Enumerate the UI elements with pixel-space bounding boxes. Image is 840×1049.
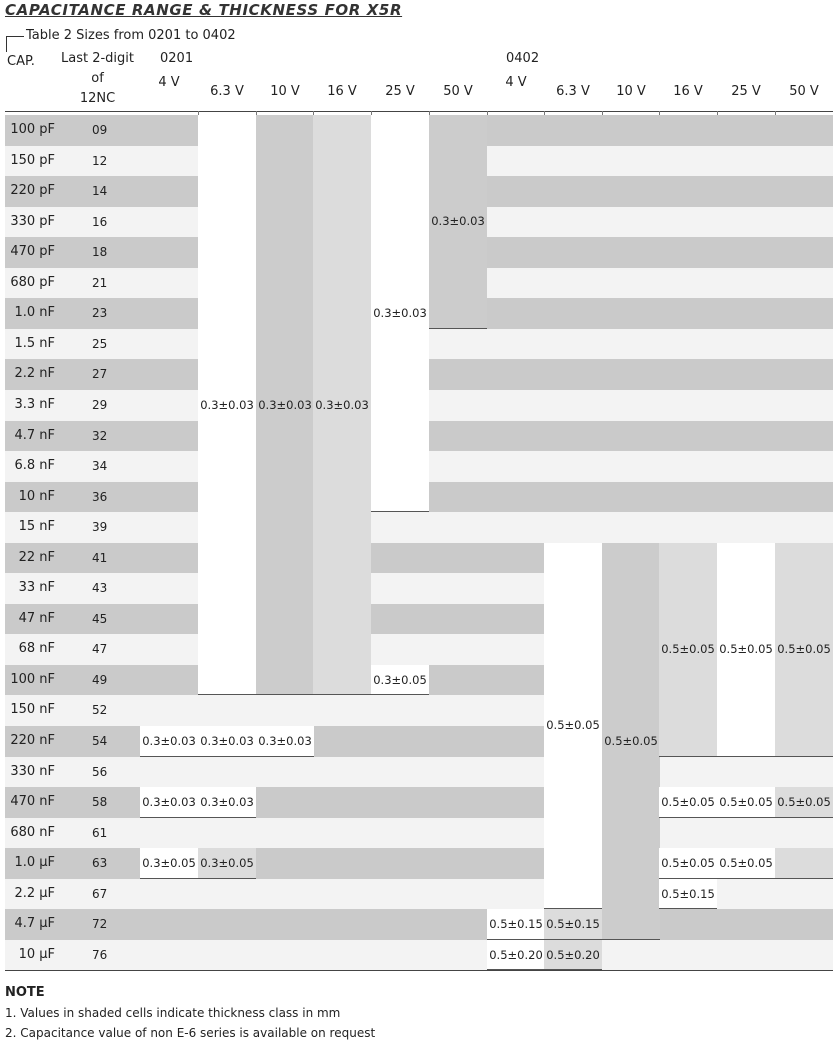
- row-capacitance: 1.0 µF: [14, 855, 55, 871]
- voltage-header: 50 V: [789, 84, 819, 99]
- row-12nc-code: 63: [92, 856, 108, 871]
- thickness-cell: 0.5±0.05: [775, 543, 833, 757]
- row-capacitance: 68 nF: [18, 641, 55, 657]
- thickness-cell: 0.5±0.20: [544, 940, 602, 971]
- thickness-cell: 0.3±0.05: [371, 665, 429, 696]
- thickness-cell: 0.5±0.05: [602, 543, 660, 940]
- row-capacitance: 100 pF: [10, 122, 55, 137]
- voltage-header: 16 V: [673, 84, 703, 99]
- row-12nc-code: 56: [92, 764, 108, 779]
- row-12nc-code: 16: [92, 214, 108, 229]
- row-capacitance: 6.8 nF: [14, 458, 55, 474]
- row-12nc-code: 58: [92, 795, 108, 810]
- row-capacitance: 4.7 nF: [14, 427, 55, 443]
- thickness-cell: 0.5±0.15: [487, 909, 545, 940]
- thickness-cell: 0.3±0.03: [198, 787, 256, 818]
- row-12nc-code: 12: [92, 153, 108, 168]
- thickness-cell: 0.3±0.05: [140, 848, 198, 879]
- row-12nc-code: 18: [92, 245, 108, 260]
- table-row: [5, 757, 833, 788]
- row-12nc-code: 27: [92, 367, 108, 382]
- table-caption: Table 2 Sizes from 0201 to 0402: [26, 28, 236, 43]
- header-code-line-1: Last 2-digit: [61, 51, 134, 66]
- thickness-cell: 0.5±0.15: [659, 879, 717, 910]
- row-12nc-code: 39: [92, 520, 108, 535]
- row-capacitance: 150 pF: [10, 152, 55, 168]
- row-capacitance: 220 nF: [10, 733, 55, 748]
- thickness-cell: 0.5±0.05: [717, 543, 775, 757]
- row-12nc-code: 14: [92, 184, 108, 199]
- row-12nc-code: 47: [92, 642, 108, 657]
- thickness-cell: 0.3±0.03: [140, 787, 198, 818]
- row-capacitance: 680 nF: [10, 824, 55, 840]
- row-12nc-code: 23: [92, 306, 108, 321]
- thickness-cell: 0.5±0.05: [659, 848, 717, 879]
- row-12nc-code: 43: [92, 581, 108, 596]
- row-12nc-code: 36: [92, 489, 108, 504]
- row-12nc-code: 45: [92, 611, 108, 626]
- voltage-header: 25 V: [731, 84, 761, 99]
- voltage-header: 4 V: [505, 75, 527, 90]
- thickness-cell: 0.5±0.15: [544, 909, 602, 940]
- thickness-cell: 0.5±0.05: [544, 543, 602, 910]
- voltage-header: 6.3 V: [556, 84, 590, 99]
- voltage-header: 4 V: [158, 75, 180, 90]
- row-capacitance: 2.2 nF: [14, 366, 55, 382]
- row-capacitance: 150 nF: [10, 702, 55, 718]
- voltage-header: 10 V: [616, 84, 646, 99]
- thickness-cell: 0.5±0.05: [659, 543, 717, 757]
- row-capacitance: 10 µF: [18, 946, 55, 962]
- row-12nc-code: 34: [92, 459, 108, 474]
- thickness-cell: 0.5±0.05: [717, 848, 775, 879]
- page-title: CAPACITANCE RANGE & THICKNESS FOR X5R: [5, 1, 403, 19]
- voltage-header: 50 V: [443, 84, 473, 99]
- row-capacitance: 47 nF: [18, 610, 55, 626]
- row-12nc-code: 76: [92, 947, 108, 962]
- header-code-line-2: of: [91, 71, 104, 86]
- voltage-header: 10 V: [270, 84, 300, 99]
- voltage-header: 16 V: [327, 84, 357, 99]
- caption-bracket: [6, 36, 24, 52]
- thickness-cell: 0.5±0.20: [487, 940, 545, 971]
- thickness-cell: 0.3±0.03: [256, 115, 314, 695]
- row-capacitance: 1.0 nF: [14, 305, 55, 321]
- table-row: [5, 940, 833, 971]
- column-tick: [544, 111, 545, 115]
- row-12nc-code: 61: [92, 825, 108, 840]
- row-capacitance: 33 nF: [18, 580, 55, 596]
- row-capacitance: 22 nF: [18, 549, 55, 565]
- row-12nc-code: 09: [92, 123, 108, 137]
- thickness-cell: 0.5±0.05: [717, 787, 775, 818]
- header-size-0201: 0201: [160, 51, 194, 66]
- row-capacitance: 2.2 µF: [14, 885, 55, 901]
- row-capacitance: 470 pF: [10, 244, 55, 260]
- thickness-cell: 0.3±0.03: [140, 726, 198, 757]
- thickness-cell: 0.3±0.03: [198, 726, 256, 757]
- thickness-cell: [775, 848, 833, 879]
- table-bottom-rule: [5, 970, 833, 971]
- header-rule: [5, 111, 833, 112]
- row-12nc-code: 29: [92, 397, 108, 412]
- notes-section: [5, 985, 375, 1040]
- thickness-cell: 0.3±0.03: [429, 115, 487, 329]
- row-12nc-code: 25: [92, 336, 108, 351]
- row-capacitance: 3.3 nF: [14, 396, 55, 412]
- column-tick: [487, 111, 488, 115]
- row-12nc-code: 52: [92, 703, 108, 718]
- note-item: 1. Values in shaded cells indicate thickness class in mm: [5, 1006, 341, 1020]
- voltage-header: 25 V: [385, 84, 415, 99]
- column-tick: [659, 111, 660, 115]
- thickness-cell: 0.3±0.03: [198, 115, 256, 695]
- row-capacitance: 680 pF: [10, 274, 55, 290]
- table-row: [5, 909, 833, 940]
- row-capacitance: 15 nF: [18, 519, 55, 535]
- row-capacitance: 10 nF: [18, 488, 55, 504]
- row-capacitance: 330 pF: [10, 213, 55, 229]
- row-12nc-code: 49: [92, 672, 108, 687]
- row-12nc-code: 72: [92, 917, 108, 932]
- row-capacitance: 220 pF: [10, 183, 55, 199]
- thickness-cell: 0.5±0.05: [775, 787, 833, 818]
- header-code-line-3: 12NC: [79, 91, 116, 106]
- row-12nc-code: 54: [92, 734, 108, 748]
- row-12nc-code: 41: [92, 550, 108, 565]
- note-item: 2. Capacitance value of non E-6 series is available on request: [5, 1026, 376, 1040]
- row-12nc-code: 32: [92, 428, 108, 443]
- table-row: [5, 512, 833, 543]
- thickness-cell: 0.5±0.05: [659, 787, 717, 818]
- header-cap: CAP.: [7, 54, 35, 69]
- column-tick: [602, 111, 603, 115]
- row-capacitance: 100 nF: [10, 671, 55, 687]
- column-tick: [775, 111, 776, 115]
- thickness-cell: 0.3±0.03: [371, 115, 429, 512]
- row-capacitance: 4.7 µF: [14, 916, 55, 932]
- column-tick: [717, 111, 718, 115]
- thickness-cell: 0.3±0.03: [256, 726, 314, 757]
- voltage-header: 6.3 V: [210, 84, 244, 99]
- row-12nc-code: 21: [92, 275, 108, 290]
- table-row: [5, 818, 833, 849]
- note-title: NOTE: [5, 985, 45, 1000]
- row-capacitance: 470 nF: [10, 794, 55, 810]
- thickness-cell: 0.3±0.05: [198, 848, 256, 879]
- row-capacitance: 1.5 nF: [14, 335, 55, 351]
- thickness-cell: 0.3±0.03: [313, 115, 371, 695]
- row-12nc-code: 67: [92, 886, 108, 901]
- header-size-0402: 0402: [506, 51, 540, 66]
- row-capacitance: 330 nF: [10, 763, 55, 779]
